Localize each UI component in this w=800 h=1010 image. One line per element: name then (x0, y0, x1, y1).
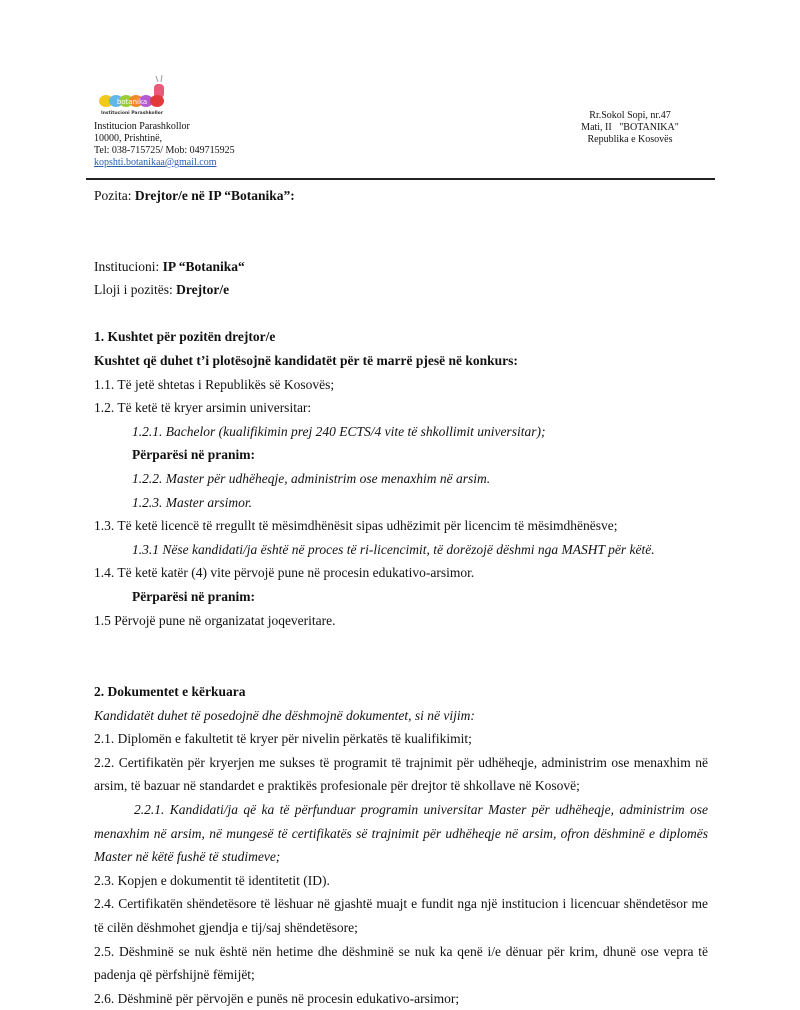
email-link[interactable]: kopshti.botanikaa@gmail.com (94, 157, 217, 168)
institution-phone: Tel: 038-715725/ Mob: 049715925 (94, 145, 235, 156)
section2-title: 2. Dokumentet e kërkuara (94, 684, 246, 700)
logo-caterpillar-icon (99, 75, 164, 107)
position-type-line: Lloji i pozitës: Drejtor/e (94, 282, 230, 298)
requirement-1-2-3: 1.2.3. Master arsimor. (132, 494, 253, 510)
botanika-logo (96, 72, 168, 120)
document-2-3: 2.3. Kopjen e dokumentit të identitetit (ID). (94, 872, 330, 888)
header-divider (86, 178, 715, 180)
requirement-1-2: 1.2. Të ketë të kryer arsimin universitar: (94, 400, 312, 416)
document-2-2: 2.2. Certifikatën për kryerjen me sukses të programit të trajnimit për udhëheqje, administrim ose menaxhim në arsim, të bazuar në standardet e praktikës profesionale për drejtor të shkollave në Kosovë; (94, 754, 708, 794)
position-line: Pozita: Drejtor/e në IP “Botanika”: (94, 188, 295, 203)
institution-city: 10000, Prishtinë, (94, 133, 163, 144)
document-2-6: 2.6. Dëshminë për përvojën e punës në procesin edukativo-arsimor; (94, 990, 460, 1006)
requirement-1-1: 1.1. Të jetë shtetas i Republikës së Kosovës; (94, 376, 335, 392)
institution-line: Institucioni: IP “Botanika“ (94, 258, 245, 274)
address-country: Republika e Kosovës (587, 134, 673, 145)
address-street: Rr.Sokol Sopi, nr.47 (589, 110, 671, 121)
section2-subtitle: Kandidatët duhet të posedojnë dhe dëshmojnë dokumentet, si në vijim: (94, 707, 475, 723)
requirement-1-2-1: 1.2.1. Bachelor (kualifikimin prej 240 ECTS/4 vite të shkollimit universitar); (132, 423, 546, 439)
letterhead-right (560, 110, 700, 146)
document-2-4: 2.4. Certifikatën shëndetësore të lëshuar në gjashtë muajt e fundit nga një institucion i licencuar shëndetësor me të cilën dëshmohet gjendja e tij/saj shëndetësore; (94, 896, 708, 936)
document-2-2-1: 2.2.1. Kandidati/ja që ka të përfunduar programin universitar Master për udhëheqje, administrim ose menaxhim në arsim, në mungesë të certifikatës së trajnimit për udhëheqje në arsim, ofron dëshminë e diplomës Master në këtë fushë të studimeve; (94, 802, 708, 865)
requirement-1-4: 1.4. Të ketë katër (4) vite përvojë pune në procesin edukativo-arsimor. (94, 565, 475, 581)
requirement-1-3-1: 1.3.1 Nëse kandidati/ja është në proces të ri-licencimit, të dorëzojë dëshmi nga MASHT për këtë. (132, 541, 655, 557)
document-2-1: 2.1. Diplomën e fakultetit të kryer për nivelin përkatës të kualifikimit; (94, 731, 472, 747)
document-body (94, 184, 708, 1010)
priority-heading-2: Përparësi në pranim: (132, 588, 255, 604)
requirement-1-3: 1.3. Të ketë licencë të rregullt të mësimdhënësit sipas udhëzimit për licencim të mësimdhënësve; (94, 518, 618, 534)
letterhead-left (94, 121, 235, 169)
institution-name: Institucion Parashkollor (94, 121, 190, 132)
address-area: Mati, II "BOTANIKA" (581, 122, 679, 133)
document-2-5: 2.5. Dëshminë se nuk është nën hetime dhe dëshminë se nuk ka qenë i/e dënuar për krim, dhunë ose vepra të padenja që përfshijnë fëmijët; (94, 943, 708, 983)
section1-subtitle: Kushtet që duhet t’i plotësojnë kandidatët për të marrë pjesë në konkurs: (94, 352, 518, 368)
section1-title: 1. Kushtet për pozitën drejtor/e (94, 329, 276, 345)
svg-text:botanika: botanika (116, 98, 148, 106)
logo-subtitle: Institucioni Parashkollor (101, 111, 163, 116)
priority-heading-1: Përparësi në pranim: (132, 447, 255, 463)
requirement-1-2-2: 1.2.2. Master për udhëheqje, administrim ose menaxhim në arsim. (132, 470, 491, 486)
requirement-1-5: 1.5 Përvojë pune në organizatat joqeveritare. (94, 612, 336, 628)
